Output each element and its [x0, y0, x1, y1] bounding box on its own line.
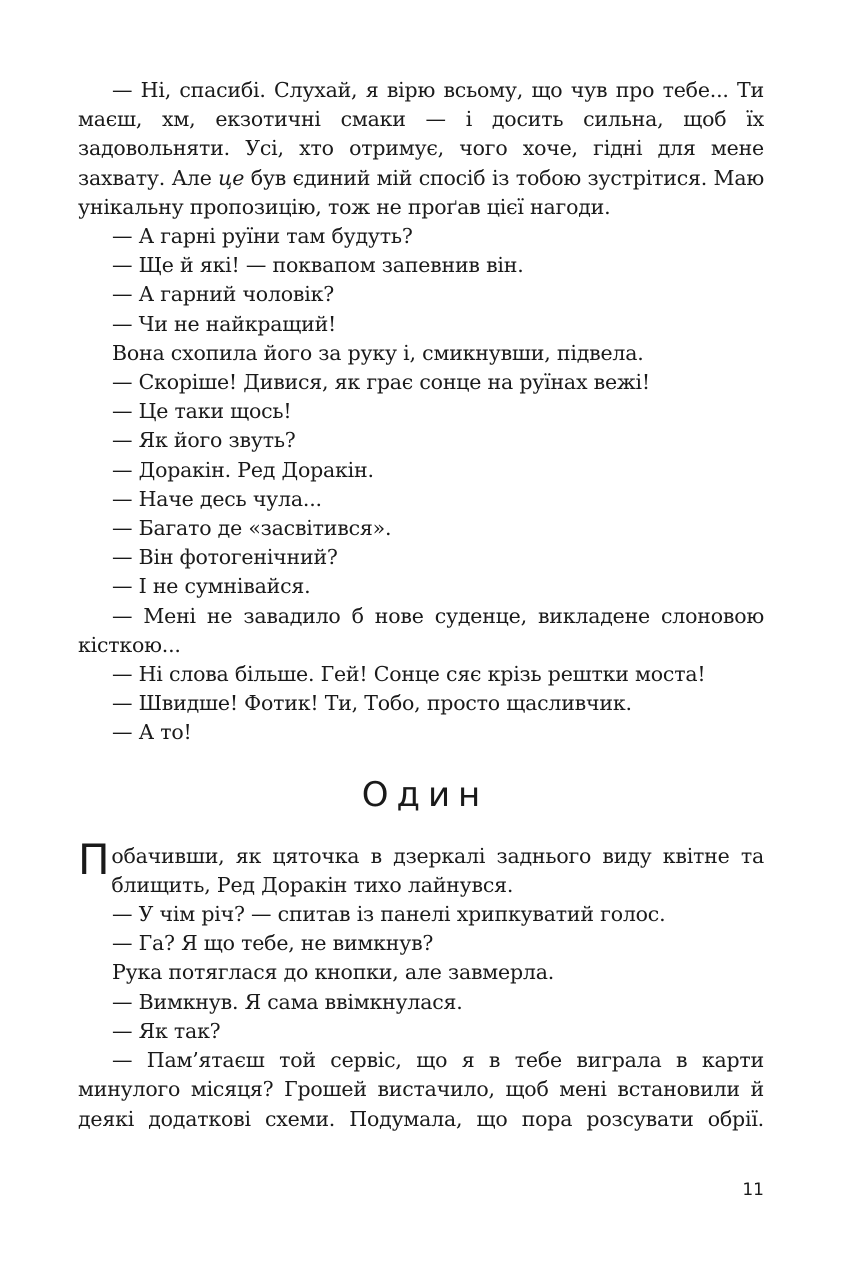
paragraph: — У чім річ? — спитав із панелі хрипкуватий голос. — [112, 902, 666, 927]
first-paragraph-text: обачивши, як цяточка в дзеркалі заднього виду квітне та блищить, Ред Доракін тихо лайнувся. — [111, 843, 764, 897]
paragraph: — Ще й які! — поквапом запевнив він. — [112, 253, 524, 278]
paragraph: Рука потяглася до кнопки, але завмерла. — [112, 960, 555, 985]
paragraph: — А гарні руїни там будуть? — [112, 224, 413, 249]
italic-word: це — [218, 165, 245, 190]
paragraph: Вона схопила його за руку і, смикнувши, підвела. — [112, 340, 644, 365]
paragraph: — Швидше! Фотик! Ти, Тобо, просто щасливчик. — [112, 691, 632, 716]
paragraph: — Як так? — [112, 1018, 221, 1043]
paragraph-text: — Ні, спасибі. Слухай, я вірю всьому, що чув про тебе... Ти маєш, хм, екзотичні смаки — і досить сильна, щоб їх задовольняти. Усі, хто отримує, чого хоче, гідні для мене захвату. Але — [78, 78, 764, 190]
paragraph: — Ні слова більше. Гей! Сонце сяє крізь рештки моста! — [112, 662, 706, 687]
paragraph: — Пам’ятаєш той сервіс, що я в тебе виграла в карти минулого місяця? Грошей вистачило, щоб мені встановили й деякі додаткові схеми. Подумала, що пора розсувати обрії. — [78, 1048, 764, 1131]
paragraph: — І не сумнівайся. — [112, 574, 311, 599]
paragraph: — Мені не завадило б нове суденце, викладене слоновою кісткою... — [78, 603, 764, 657]
page-number: 11 — [742, 1180, 764, 1200]
first-paragraph — [78, 834, 764, 900]
paragraph: — Скоріше! Дивися, як грає сонце на руїнах вежі! — [112, 370, 650, 395]
paragraph: — А то! — [112, 720, 192, 745]
paragraph: — Це таки щось! — [112, 399, 292, 424]
paragraph-text: був єдиний мій спосіб із тобою зустрітися. Маю унікальну пропозицію, тож не проґав цієї нагоди. — [78, 165, 764, 219]
paragraph: — Чи не найкращий! — [112, 311, 337, 336]
paragraph — [78, 76, 764, 222]
paragraph: — Він фотогенічний? — [112, 545, 338, 570]
page-body — [78, 76, 764, 1134]
paragraph: — Доракін. Ред Доракін. — [112, 457, 374, 482]
paragraph: — Наче десь чула... — [112, 486, 322, 511]
chapter-title: Один — [361, 774, 489, 815]
paragraph: — А гарний чоловік? — [112, 282, 335, 307]
paragraph: — Як його звуть? — [112, 428, 296, 453]
paragraph: — Вимкнув. Я сама ввімкнулася. — [112, 989, 463, 1014]
drop-cap: П — [78, 834, 110, 884]
paragraph: — Багато де «засвітився». — [112, 516, 392, 541]
paragraph: — Га? Я що тебе, не вимкнув? — [112, 931, 434, 956]
